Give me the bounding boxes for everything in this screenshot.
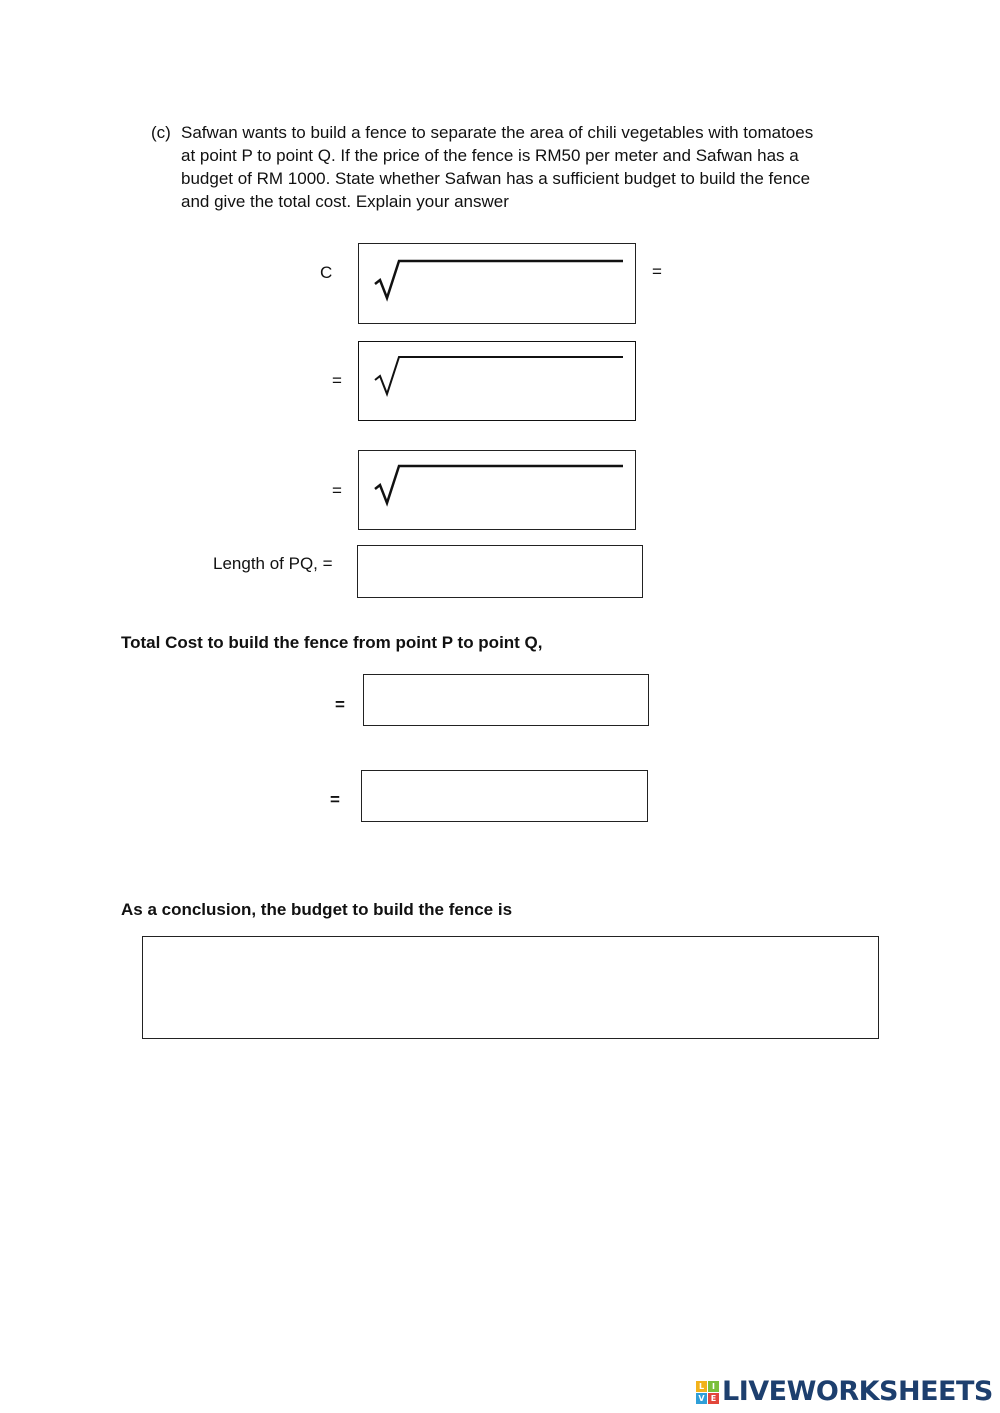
cost-answer-box-1 bbox=[363, 674, 649, 726]
equals-sign: = bbox=[335, 695, 345, 714]
question-label: (c) bbox=[151, 123, 171, 142]
liveworksheets-logo bbox=[696, 1377, 993, 1407]
equals-sign: = bbox=[332, 371, 342, 390]
equals-sign: = bbox=[332, 481, 342, 500]
logo-tile: E bbox=[708, 1393, 719, 1404]
length-pq-label: Length of PQ, = bbox=[213, 554, 333, 573]
total-cost-heading: Total Cost to build the fence from point P to point Q, bbox=[121, 633, 543, 652]
logo-text: LIVEWORKSHEETS bbox=[722, 1376, 993, 1407]
length-pq-box bbox=[357, 545, 643, 598]
cost-answer-box-2 bbox=[361, 770, 648, 822]
conclusion-heading: As a conclusion, the budget to build the fence is bbox=[121, 900, 513, 919]
sqrt-answer-box-3 bbox=[358, 450, 636, 530]
question-line: Safwan wants to build a fence to separate the area of chili vegetables with tomatoes bbox=[181, 123, 814, 142]
sqrt-input-1[interactable] bbox=[401, 266, 621, 306]
question-line: at point P to point Q. If the price of the fence is RM50 per meter and Safwan has a bbox=[181, 146, 799, 165]
question-text bbox=[181, 121, 881, 213]
cost-input-1[interactable] bbox=[364, 675, 648, 725]
equals-sign: = bbox=[652, 262, 662, 281]
cost-input-2[interactable] bbox=[362, 771, 647, 821]
question-line: and give the total cost. Explain your answer bbox=[181, 192, 509, 211]
conclusion-answer-box bbox=[142, 936, 879, 1039]
equals-sign: = bbox=[330, 790, 340, 809]
conclusion-textarea[interactable] bbox=[143, 937, 878, 1038]
c-label: C bbox=[320, 263, 333, 282]
sqrt-answer-box-2 bbox=[358, 341, 636, 421]
sqrt-answer-box-1 bbox=[358, 243, 636, 324]
logo-tile: I bbox=[708, 1381, 719, 1392]
question-line: budget of RM 1000. State whether Safwan has a sufficient budget to build the fence bbox=[181, 169, 811, 188]
logo-tile: L bbox=[696, 1381, 707, 1392]
logo-mark-icon bbox=[696, 1381, 719, 1404]
sqrt-input-3[interactable] bbox=[401, 473, 621, 513]
sqrt-input-2[interactable] bbox=[401, 364, 621, 404]
length-pq-input[interactable] bbox=[358, 546, 642, 597]
logo-tile: V bbox=[696, 1393, 707, 1404]
